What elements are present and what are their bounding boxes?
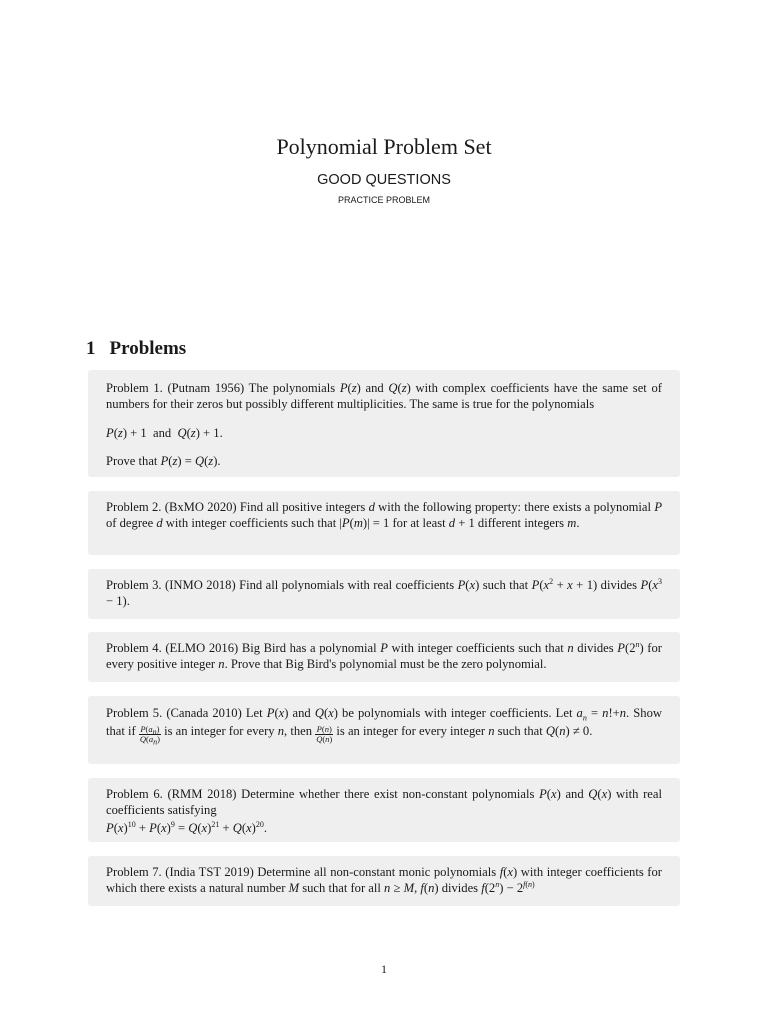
problem-5-box: Problem 5. (Canada 2010) Let P(x) and Q(x) be polynomials with integer coefficients. Let $a_n = n!+n$. Show that if $\frac{P(a_n)}{Q(a_n)}$ is an integer for every n, then $\frac{P(n)}{Q(n)}$ is an integer for every integer n such that Q(n) ≠ 0.	[88, 696, 680, 764]
problem-source: (INMO 2018)	[165, 578, 236, 592]
problem-label: Problem 3.	[106, 578, 162, 592]
problem-source: (BxMO 2020)	[164, 500, 237, 514]
problem-source: (ELMO 2016)	[165, 641, 239, 655]
problem-label: Problem 2.	[106, 500, 162, 514]
problem-label: Problem 6.	[106, 787, 163, 801]
page-number: 1	[381, 962, 387, 976]
problem-label: Problem 4.	[106, 641, 162, 655]
problem-label: Problem 7.	[106, 865, 162, 879]
document-title: Polynomial Problem Set	[276, 134, 492, 159]
section-number: 1	[86, 338, 96, 359]
problem-1-box: Problem 1. (Putnam 1956) The polynomials P(z) and Q(z) with complex coefficients have the same set of numbers for their zeros but possibly different multiplicities. The same is true for the polynomials P(z) + 1 and Q(z) + 1. Prove that P(z) = Q(z).	[88, 370, 680, 477]
problem-source: (RMM 2018)	[167, 787, 237, 801]
problem-6-box: Problem 6. (RMM 2018) Determine whether there exist non-constant polynomials P(x) and Q(x) with real coefficients satisfying $P(x)^{10} + P(x)^9 = Q(x)^{21} + Q(x)^{20}$.	[88, 778, 680, 842]
problem-3-box: Problem 3. (INMO 2018) Find all polynomials with real coefficients P(x) such that $P(x^2 + x + 1)$ divides $P(x^3 - 1)$.	[88, 569, 680, 619]
problem-label: Problem 1.	[106, 381, 163, 395]
problem-source: (India TST 2019)	[165, 865, 254, 879]
problem-source: (Putnam 1956)	[167, 381, 245, 395]
section-heading	[86, 338, 186, 360]
problem-source: (Canada 2010)	[166, 706, 242, 720]
document-subtitle: GOOD QUESTIONS	[317, 172, 451, 188]
problem-7-box: Problem 7. (India TST 2019) Determine all non-constant monic polynomials f(x) with integer coefficients for which there exists a natural number M such that for all n ≥ M, f(n) divides $f(2^n) - 2^{f(n)}$	[88, 856, 680, 906]
section-title: Problems	[109, 338, 187, 359]
problem-label: Problem 5.	[106, 706, 163, 720]
problem-4-box: Problem 4. (ELMO 2016) Big Bird has a polynomial P with integer coefficients such that n divides P(2$^n$) for every positive integer n. Prove that Big Bird's polynomial must be the zero polynomial.	[88, 632, 680, 682]
problem-2-box: Problem 2. (BxMO 2020) Find all positive integers d with the following property: there exists a polynomial P of degree d with integer coefficients such that |P(m)| = 1 for at least d + 1 different integers m.	[88, 491, 680, 555]
document-tagline: PRACTICE PROBLEM	[337, 195, 431, 205]
